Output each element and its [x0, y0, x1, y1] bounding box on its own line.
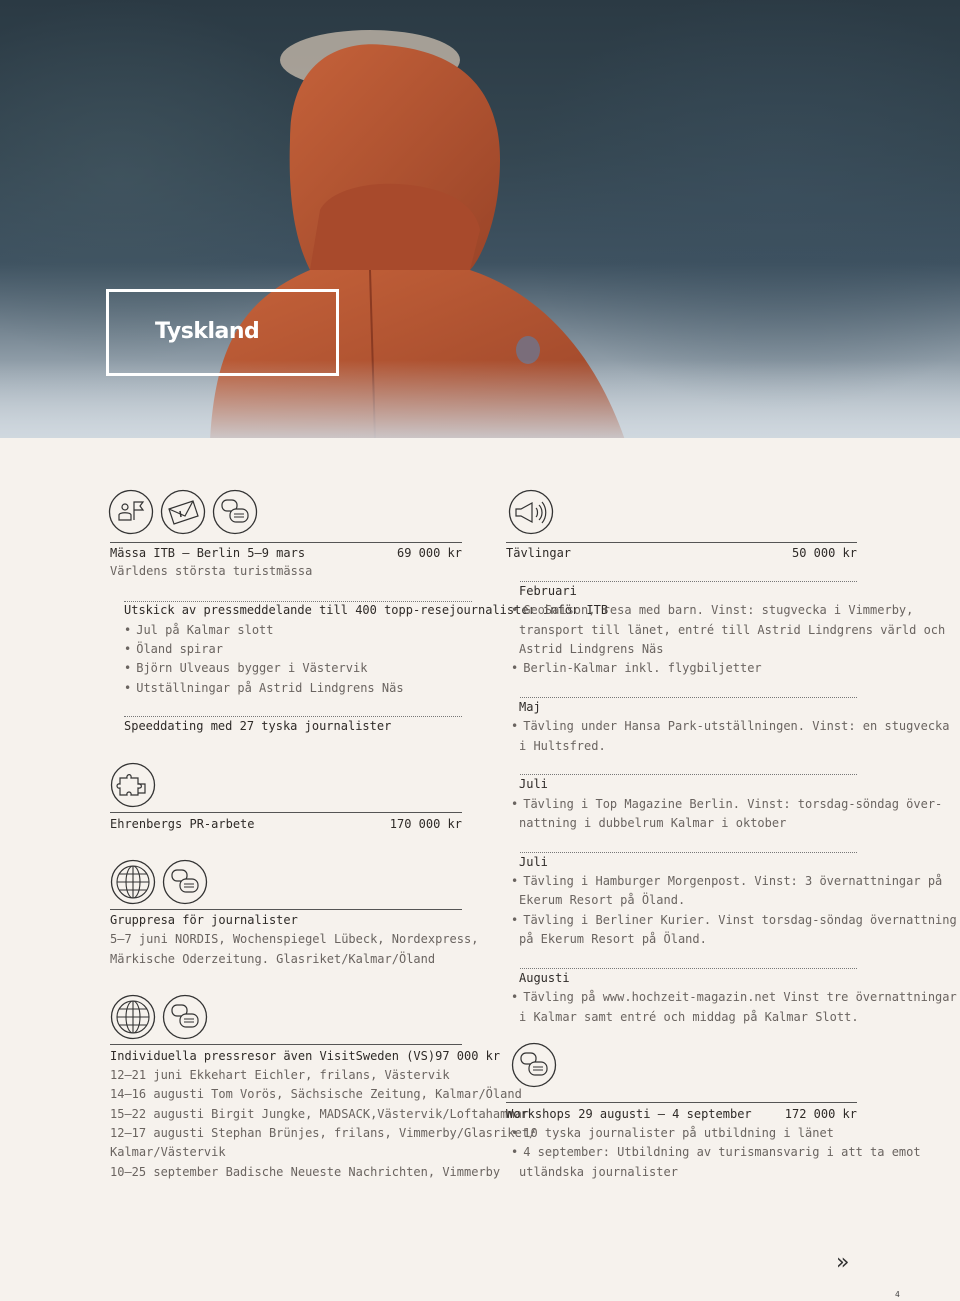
workshops-line: utländska journalister	[519, 1165, 678, 1179]
month-juli: Juli	[519, 777, 548, 791]
juli-line: Ekerum Resort på Öland.	[519, 893, 686, 907]
month-augusti: Augusti	[519, 971, 570, 985]
juli-bullet: • Tävling i Hamburger Morgenpost. Vinst: 3 övernattningar på	[511, 872, 942, 892]
individuella-line: Kalmar/Västervik	[110, 1145, 226, 1159]
augusti-line: i Kalmar samt entré och middag på Kalmar Slott.	[519, 1010, 859, 1024]
juli-bullet: • Tävling i Berliner Kurier. Vinst torsdag-söndag övernattning	[511, 911, 957, 931]
individuella-amount: 97 000 kr	[435, 1049, 501, 1063]
pr-row	[110, 817, 462, 831]
individuella-line: 10–25 september Badische Neueste Nachrichten, Vimmerby	[110, 1165, 501, 1179]
individuella-row	[110, 1049, 501, 1063]
utskick-item: • Jul på Kalmar slott	[124, 621, 274, 641]
divider	[506, 1102, 857, 1103]
hero-photo	[0, 0, 960, 438]
februari-bullet: • Berlin-Kalmar inkl. flygbiljetter	[511, 659, 762, 679]
next-page-arrow-icon[interactable]: »	[836, 1250, 850, 1275]
workshops-bullet: • 10 tyska journalister på utbildning i länet	[511, 1124, 834, 1144]
month-maj: Maj	[519, 700, 541, 714]
februari-line: Astrid Lindgrens Näs	[519, 642, 664, 656]
puzzle-icon	[110, 762, 156, 808]
maj-bullet: • Tävling under Hansa Park-utställningen. Vinst: en stugvecka	[511, 717, 950, 737]
divider	[110, 812, 462, 813]
megaphone-icon	[508, 489, 554, 535]
chat-bubbles-icon	[162, 859, 208, 905]
workshops-row	[506, 1107, 857, 1121]
chat-bubbles-icon	[162, 994, 208, 1040]
februari-line: transport till länet, entré till Astrid Lindgrens värld och	[519, 623, 946, 637]
divider	[110, 1044, 462, 1045]
itb-amount: 69 000 kr	[396, 546, 462, 560]
utskick-item: • Utställningar på Astrid Lindgrens Näs	[124, 679, 404, 699]
dotted-divider	[520, 852, 857, 853]
divider	[110, 542, 462, 543]
juli-bullet: • Tävling i Top Magazine Berlin. Vinst: torsdag-söndag över-	[511, 795, 942, 815]
utskick-item: • Öland spirar	[124, 640, 223, 660]
maj-line: i Hultsfred.	[519, 739, 606, 753]
chat-bubbles-icon	[212, 489, 258, 535]
utskick-item: • Björn Ulveaus bygger i Västervik	[124, 659, 367, 679]
globe-icon	[110, 859, 156, 905]
pr-label: Ehrenbergs PR-arbete	[110, 817, 255, 831]
workshops-bullet: • 4 september: Utbildning av turismansvarig i att ta emot	[511, 1143, 921, 1163]
workshops-amount: 172 000 kr	[784, 1107, 857, 1121]
augusti-bullet: • Tävling på www.hochzeit-magazin.net Vinst tre övernattningar	[511, 988, 957, 1008]
dotted-divider	[520, 697, 857, 698]
tavlingar-label: Tävlingar	[506, 546, 572, 560]
juli-line: nattning i dubbelrum Kalmar i oktober	[519, 816, 787, 830]
page-title: Tyskland	[155, 319, 260, 344]
utskick-title: Utskick av pressmeddelande till 400 topp-resejournalister inför ITB	[124, 603, 609, 617]
gruppresa-line: Märkische Oderzeitung. Glasriket/Kalmar/Öland	[110, 952, 436, 966]
individuella-line: 14–16 augusti Tom Vorös, Sächsische Zeitung, Kalmar/Öland	[110, 1087, 522, 1101]
itb-row	[110, 546, 462, 560]
month-juli: Juli	[519, 855, 548, 869]
guide-flag-icon	[108, 489, 154, 535]
globe-icon	[110, 994, 156, 1040]
itb-label: Mässa ITB — Berlin 5–9 mars	[110, 546, 306, 560]
tavlingar-amount: 50 000 kr	[791, 546, 857, 560]
workshops-label: Workshops 29 augusti — 4 september	[506, 1107, 752, 1121]
envelope-icon	[160, 489, 206, 535]
tavlingar-row	[506, 546, 857, 560]
individuella-line: 15–22 augusti Birgit Jungke, MADSACK,Västervik/Loftahammar	[110, 1107, 530, 1121]
pr-amount: 170 000 kr	[389, 817, 462, 831]
itb-sub: Världens största turistmässa	[110, 564, 313, 578]
juli-line: på Ekerum Resort på Öland.	[519, 932, 707, 946]
individuella-line: 12–21 juni Ekkehart Eichler, frilans, Västervik	[110, 1068, 450, 1082]
dotted-divider	[520, 774, 857, 775]
chat-bubbles-icon	[511, 1042, 557, 1088]
gruppresa-line: 5–7 juni NORDIS, Wochenspiegel Lübeck, Nordexpress,	[110, 932, 479, 946]
speed-title: Speeddating med 27 tyska journalister	[124, 719, 392, 733]
divider	[110, 909, 462, 910]
individuella-line: 12–17 augusti Stephan Brünjes, frilans, Vimmerby/Glasriket/	[110, 1126, 537, 1140]
title-box	[106, 289, 339, 376]
dotted-divider	[520, 968, 857, 969]
month-februari: Februari	[519, 584, 577, 598]
gruppresa-label: Gruppresa för journalister	[110, 913, 298, 927]
februari-bullet: • GeoSaison, resa med barn. Vinst: stugvecka i Vimmerby,	[511, 601, 913, 621]
page-number: 4	[895, 1290, 900, 1299]
individuella-label: Individuella pressresor även VisitSweden (VS)	[110, 1049, 436, 1063]
divider	[506, 542, 857, 543]
